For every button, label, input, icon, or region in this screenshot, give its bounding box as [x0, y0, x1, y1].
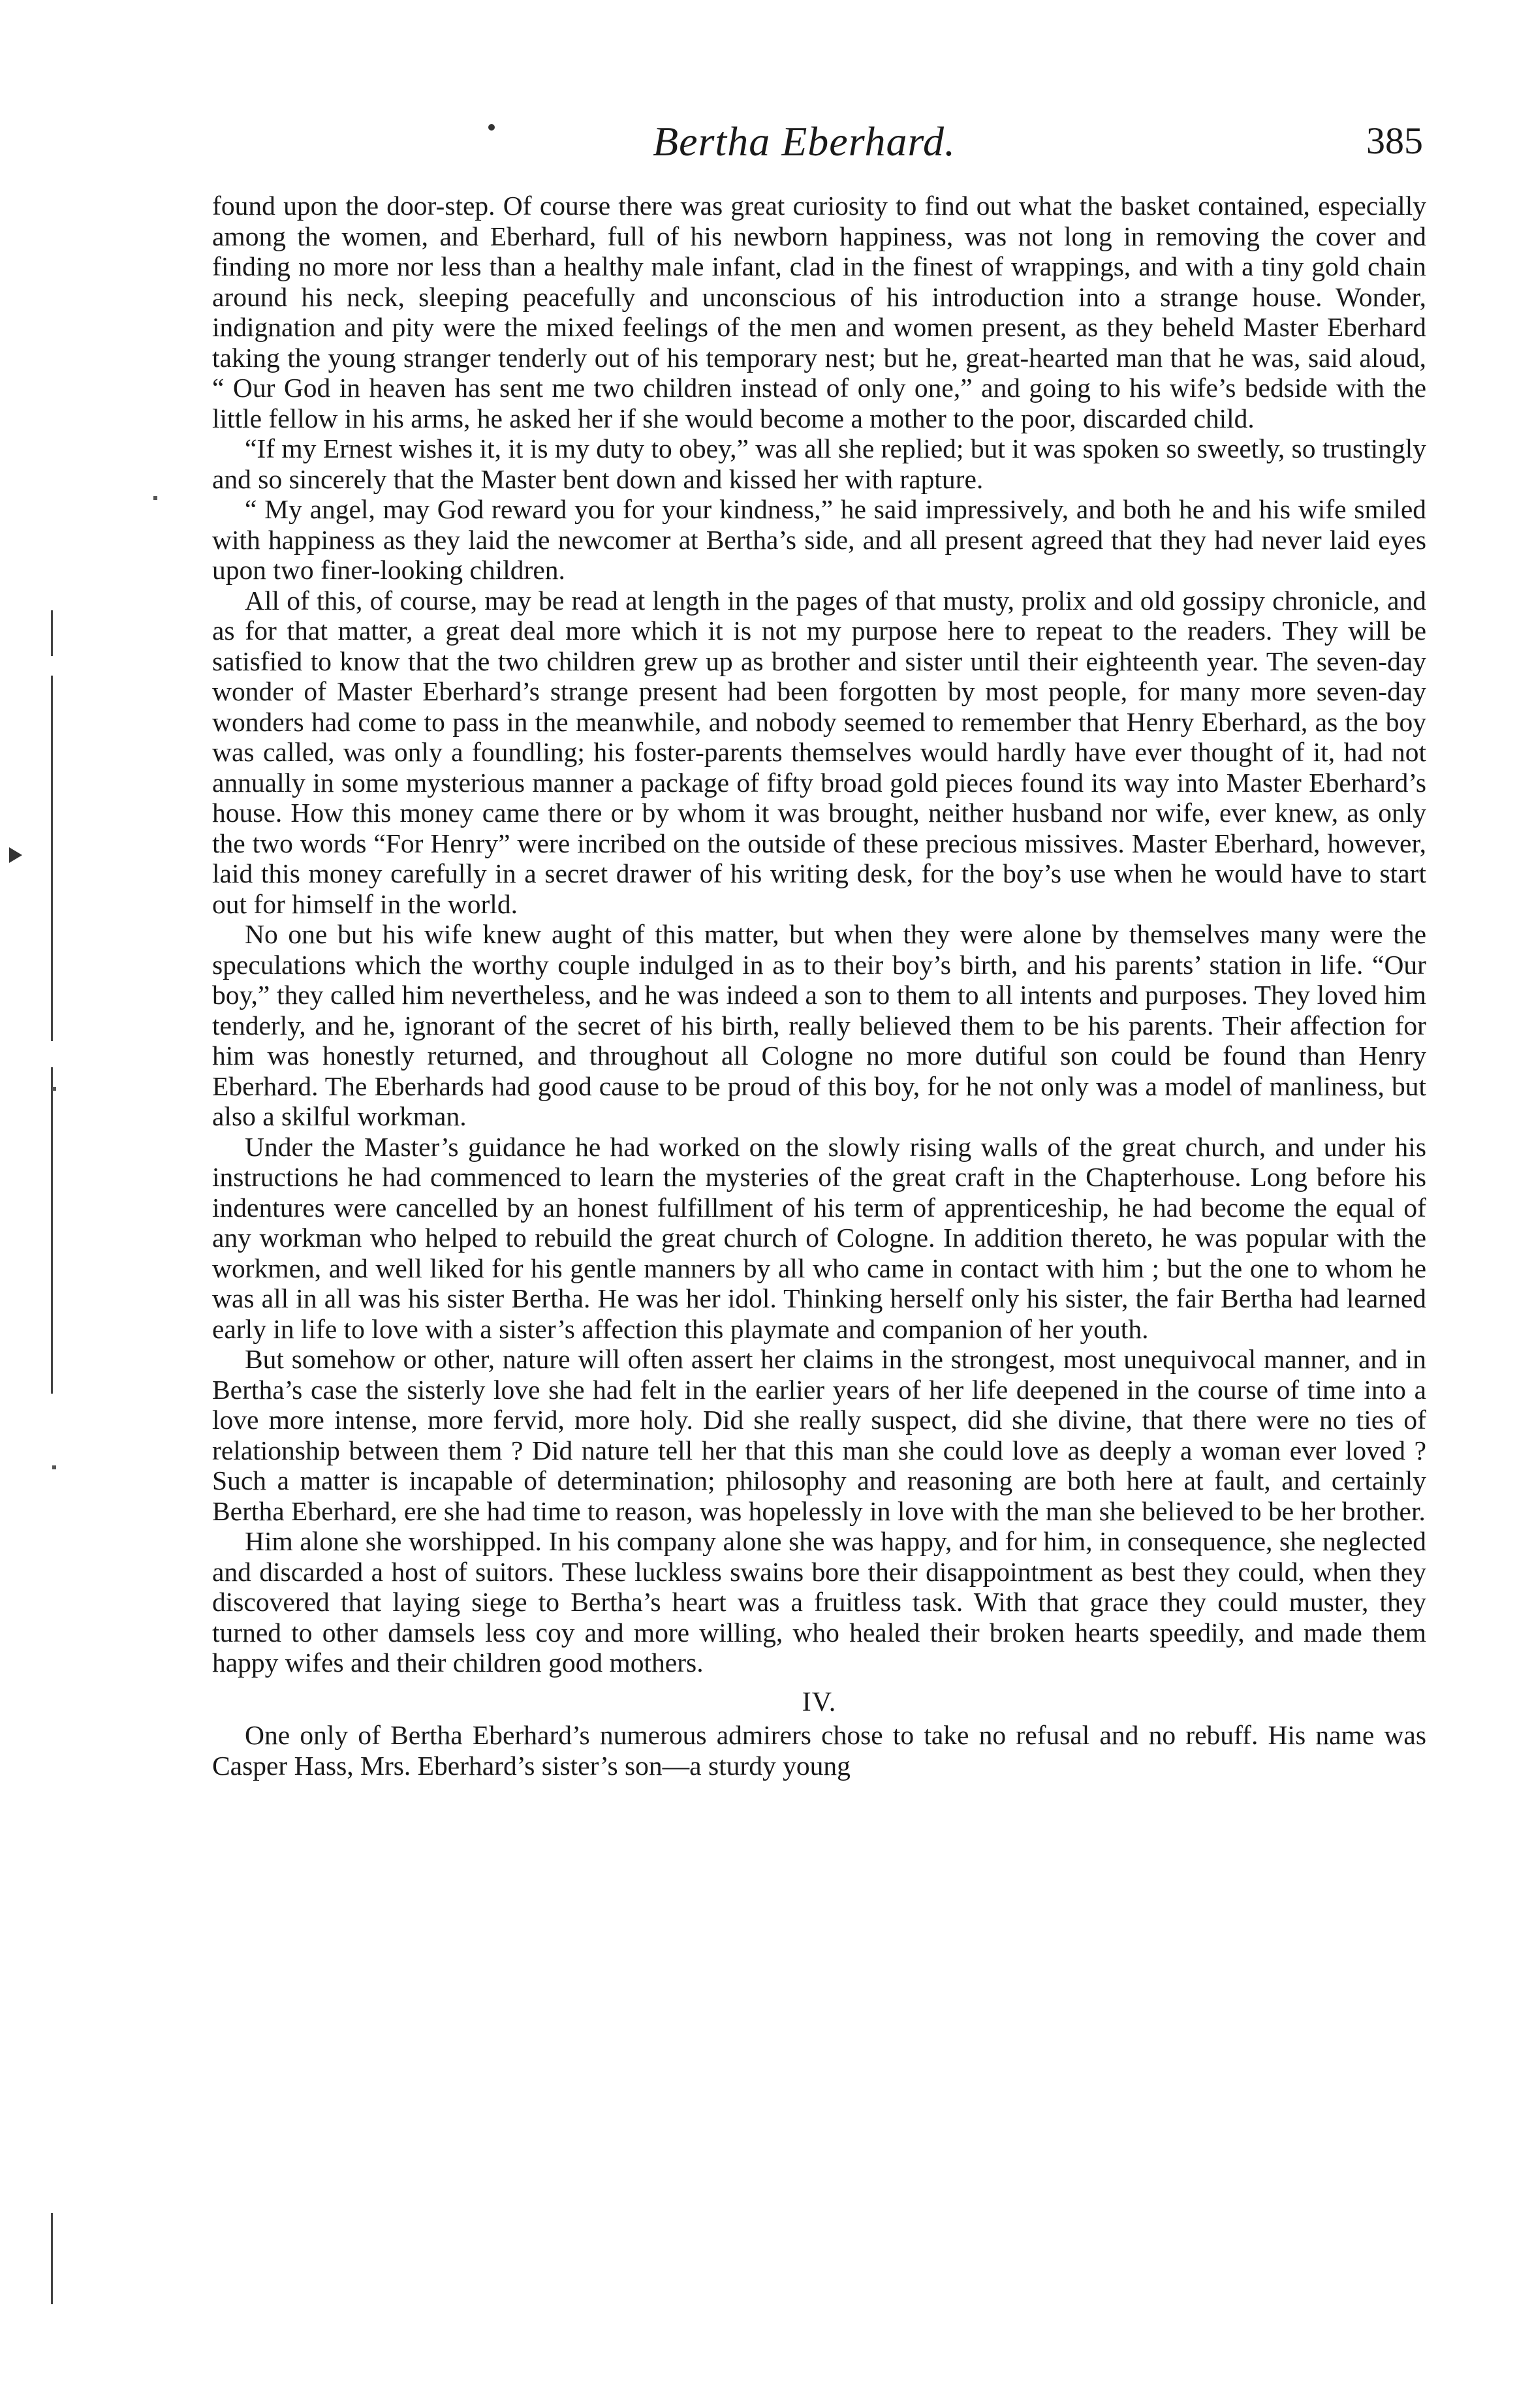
margin-rule	[51, 676, 53, 1041]
paragraph: Under the Master’s guidance he had worked on the slowly rising walls of the great church, and under his instructions he had commenced to learn the mysteries of the great craft in the Chapterhouse. Long before his indentures were cancelled by an honest fulfillment of his term of apprenticeship, he had become the equal of any workman who helped to rebuild the great church of Cologne. In addition thereto, he was popular with the workmen, and well liked for his gentle manners by all who came in contact with him ; but the one to whom he was all in all was his sister Bertha. He was her idol. Thinking herself only his sister, the fair Bertha had learned early in life to love with a sister’s affection this playmate and companion of her youth.	[212, 1131, 1426, 1344]
margin-rule	[51, 1067, 53, 1394]
section-heading: IV.	[802, 1687, 837, 1717]
margin-dot	[153, 496, 157, 500]
body-text	[212, 191, 1426, 1781]
page-header	[215, 117, 1423, 176]
margin-arrow-icon	[9, 847, 22, 863]
paragraph: One only of Bertha Eberhard’s numerous admirers chose to take no refusal and no rebuff. His name was Casper Hass, Mrs. Eberhard’s sister’s son—a sturdy young	[212, 1720, 1426, 1781]
page-number: 385	[1366, 119, 1423, 162]
ink-dot	[488, 124, 495, 131]
paragraph: “ My angel, may God reward you for your kindness,” he said impressively, and both he and his wife smiled with happiness as they laid the newcomer at Bertha’s side, and all present agreed that they had never laid eyes upon two finer-looking children.	[212, 494, 1426, 585]
paragraph: No one but his wife knew aught of this matter, but when they were alone by themselves many were the speculations which the worthy couple indulged in as to their boy’s birth, and his parents’ station in life. “Our boy,” they called him nevertheless, and he was indeed a son to them to all intents and purposes. They loved him tenderly, and he, ignorant of the secret of his birth, really believed them to be his parents. Their affection for him was honestly returned, and throughout all Cologne no more dutiful son could be found than Henry Eberhard. The Eberhards had good cause to be proud of this boy, for he not only was a model of manliness, but also a skilful workman.	[212, 919, 1426, 1131]
margin-dot	[52, 1087, 56, 1091]
running-title: Bertha Eberhard.	[653, 118, 956, 164]
paragraph: But somehow or other, nature will often assert her claims in the strongest, most unequivocal manner, and in Bertha’s case the sisterly love she had felt in the earlier years of her life deepened in the course of time into a love more intense, more fervid, more holy. Did she really suspect, did she divine, that there were no ties of relationship between them ? Did nature tell her that this man she could love as deeply a woman ever loved ? Such a matter is incapable of determination; philosophy and reasoning are both here at fault, and certainly Bertha Eberhard, ere she had time to reason, was hopelessly in love with the man she believed to be her brother.	[212, 1344, 1426, 1526]
paragraph: Him alone she worshipped. In his company alone she was happy, and for him, in consequence, she neglected and discarded a host of suitors. These luckless swains bore their disappointment as best they could, when they discovered that laying siege to Bertha’s heart was a fruitless task. With that grace they could muster, they turned to other damsels less coy and more willing, who healed their broken hearts speedily, and made them happy wifes and their children good mothers.	[212, 1526, 1426, 1678]
margin-rule	[51, 610, 53, 656]
paragraph: “If my Ernest wishes it, it is my duty to obey,” was all she replied; but it was spoken so sweetly, so trustingly and so sincerely that the Master bent down and kissed her with rapture.	[212, 433, 1426, 494]
margin-rule	[51, 2213, 53, 2304]
paragraph: All of this, of course, may be read at length in the pages of that musty, prolix and old gossipy chronicle, and as for that matter, a great deal more which it is not my purpose here to repeat to the readers. They will be satisfied to know that the two children grew up as brother and sister until their eighteenth year. The seven-day wonder of Master Eberhard’s strange present had been forgotten by most people, for many more seven-day wonders had come to pass in the meanwhile, and nobody seemed to remember that Henry Eberhard, as the boy was called, was only a foundling; his foster-parents themselves would hardly have ever thought of it, had not annually in some mysterious manner a package of fifty broad gold pieces found its way into Master Eberhard’s house. How this money came there or by whom it was brought, neither husband nor wife, ever knew, as only the two words “For Henry” were incribed on the outside of these precious missives. Master Eberhard, however, laid this money carefully in a secret drawer of his writing desk, for the boy’s use when he would have to start out for himself in the world.	[212, 585, 1426, 919]
margin-dot	[52, 1465, 56, 1469]
paragraph: found upon the door-step. Of course there was great curiosity to find out what the basket contained, especially among the women, and Eberhard, full of his newborn happiness, was not long in removing the cover and finding no more nor less than a healthy male infant, clad in the finest of wrappings, and with a tiny gold chain around his neck, sleeping peacefully and unconscious of his introduction into a strange house. Wonder, indignation and pity were the mixed feelings of the men and women present, as they beheld Master Eberhard taking the young stranger tenderly out of his temporary nest; but he, great-hearted man that he was, said aloud, “ Our God in heaven has sent me two children instead of only one,” and going to his wife’s bedside with the little fellow in his arms, he asked her if she would become a mother to the poor, discarded child.	[212, 191, 1426, 433]
